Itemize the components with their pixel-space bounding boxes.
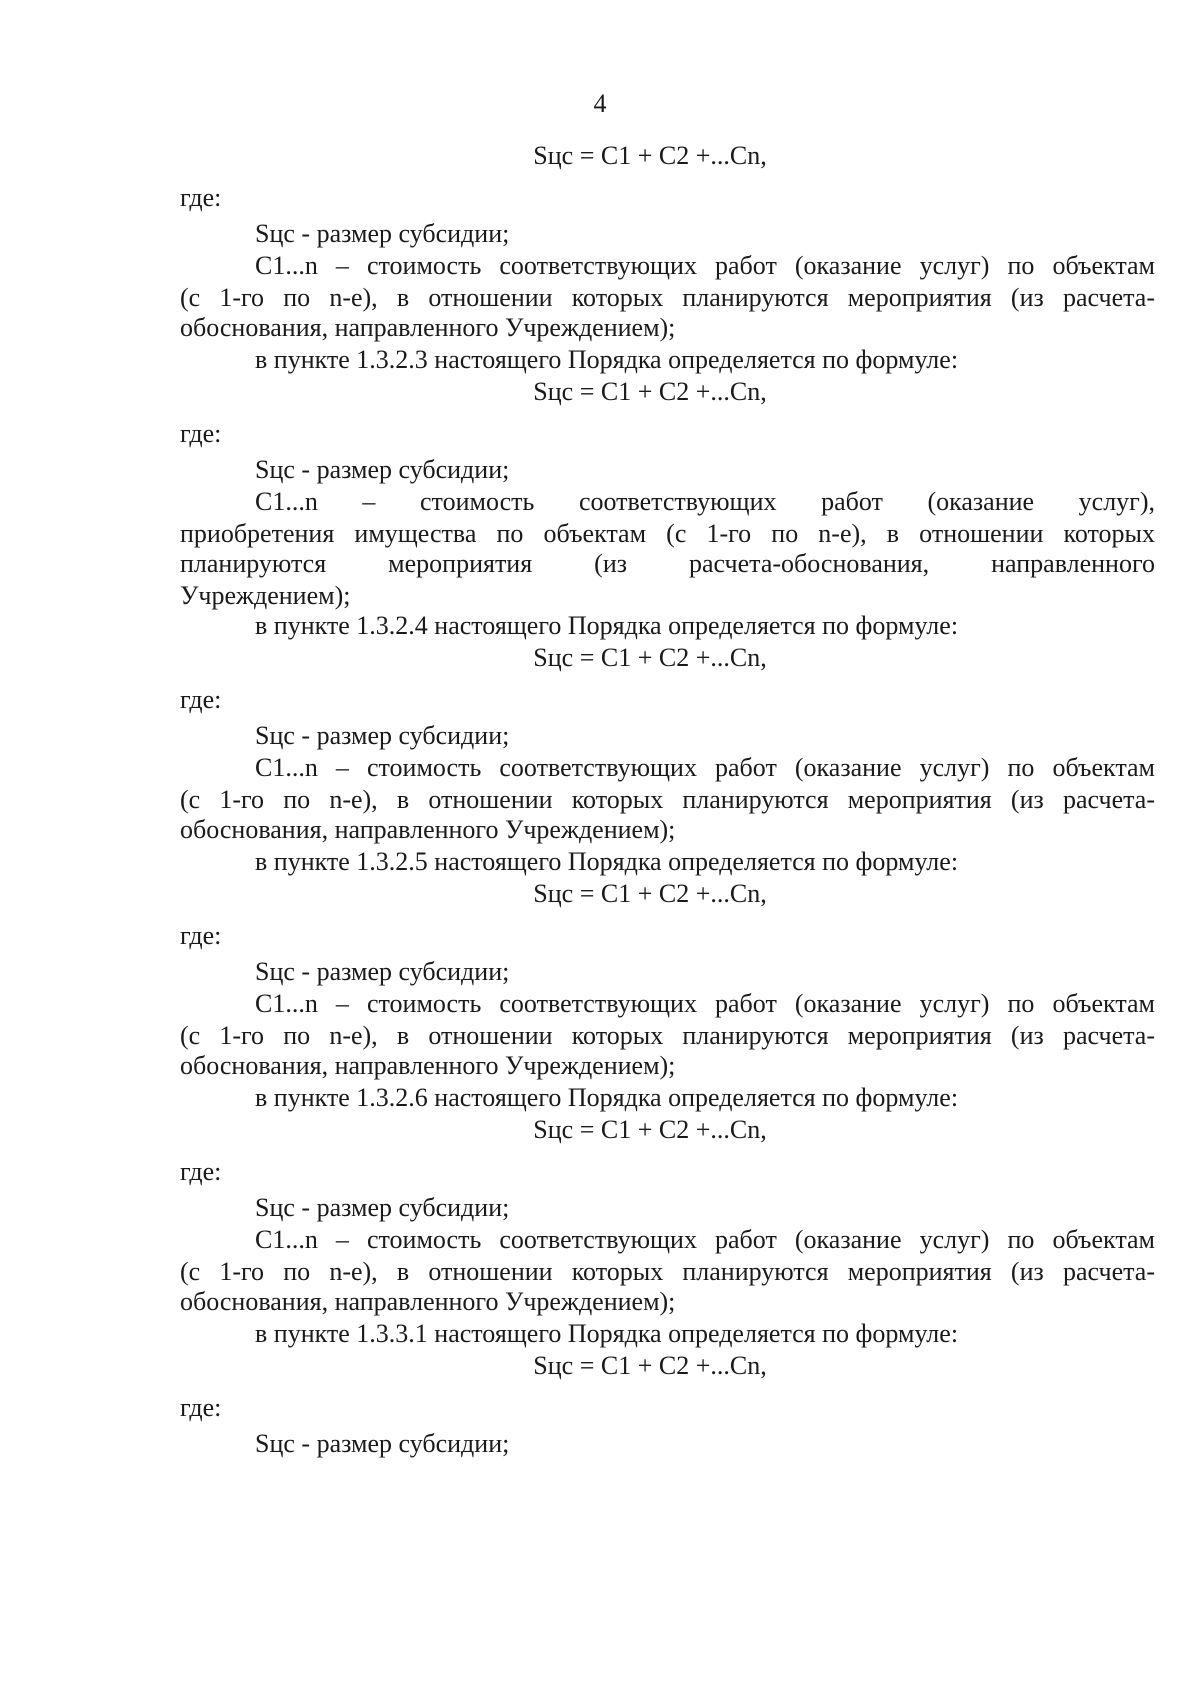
where-label: где: <box>180 1157 222 1186</box>
point-reference: в пункте 1.3.2.6 настоящего Порядка определяется по формуле: <box>255 1083 959 1112</box>
where-label: где: <box>180 685 222 714</box>
c-definition-line: С1...n – стоимость соответствующих работ (оказание услуг) по объектам <box>255 251 1155 280</box>
c-definition-line: С1...n – стоимость соответствующих работ (оказание услуг) по объектам <box>255 753 1155 782</box>
point-reference: в пункте 1.3.3.1 настоящего Порядка определяется по формуле: <box>255 1319 959 1348</box>
s-definition: Sцс - размер субсидии; <box>255 1193 510 1222</box>
where-label: где: <box>180 921 222 950</box>
c-definition-line: (с 1-го по n-е), в отношении которых планируются мероприятия (из расчета- <box>180 785 1155 814</box>
s-definition: Sцс - размер субсидии; <box>255 1429 510 1458</box>
c-definition-line: обоснования, направленного Учреждением); <box>180 1287 676 1316</box>
c-definition-line: С1...n – стоимость соответствующих работ (оказание услуг) по объектам <box>255 989 1155 1018</box>
s-definition: Sцс - размер субсидии; <box>255 957 510 986</box>
c-definition-line: (с 1-го по n-е), в отношении которых планируются мероприятия (из расчета- <box>180 1021 1155 1050</box>
formula: Sцс = С1 + С2 +...Сn, <box>533 1351 767 1380</box>
where-label: где: <box>180 419 222 448</box>
formula: Sцс = С1 + С2 +...Сn, <box>533 643 767 672</box>
page-number: 4 <box>593 89 607 118</box>
c-definition-line: приобретения имущества по объектам (с 1-го по n-е), в отношении которых <box>180 519 1155 548</box>
c-definition-line: С1...n – стоимость соответствующих работ (оказание услуг) по объектам <box>255 1225 1155 1254</box>
point-reference: в пункте 1.3.2.5 настоящего Порядка определяется по формуле: <box>255 847 959 876</box>
where-label: где: <box>180 1393 222 1422</box>
formula: Sцс = С1 + С2 +...Сn, <box>533 141 767 170</box>
formula: Sцс = С1 + С2 +...Сn, <box>533 377 767 406</box>
c-definition-line: Учреждением); <box>180 581 351 610</box>
point-reference: в пункте 1.3.2.3 настоящего Порядка определяется по формуле: <box>255 345 959 374</box>
c-definition-line: обоснования, направленного Учреждением); <box>180 815 676 844</box>
c-definition-line: обоснования, направленного Учреждением); <box>180 1051 676 1080</box>
where-label: где: <box>180 183 222 212</box>
s-definition: Sцс - размер субсидии; <box>255 219 510 248</box>
c-definition-line: планируются мероприятия (из расчета-обоснования, направленного <box>180 549 1155 578</box>
point-reference: в пункте 1.3.2.4 настоящего Порядка определяется по формуле: <box>255 611 959 640</box>
s-definition: Sцс - размер субсидии; <box>255 455 510 484</box>
formula: Sцс = С1 + С2 +...Сn, <box>533 1115 767 1144</box>
c-definition-line: С1...n – стоимость соответствующих работ (оказание услуг), <box>255 487 1155 516</box>
formula: Sцс = С1 + С2 +...Сn, <box>533 879 767 908</box>
c-definition-line: обоснования, направленного Учреждением); <box>180 313 676 342</box>
c-definition-line: (с 1-го по n-е), в отношении которых планируются мероприятия (из расчета- <box>180 283 1155 312</box>
c-definition-line: (с 1-го по n-е), в отношении которых планируются мероприятия (из расчета- <box>180 1257 1155 1286</box>
s-definition: Sцс - размер субсидии; <box>255 721 510 750</box>
